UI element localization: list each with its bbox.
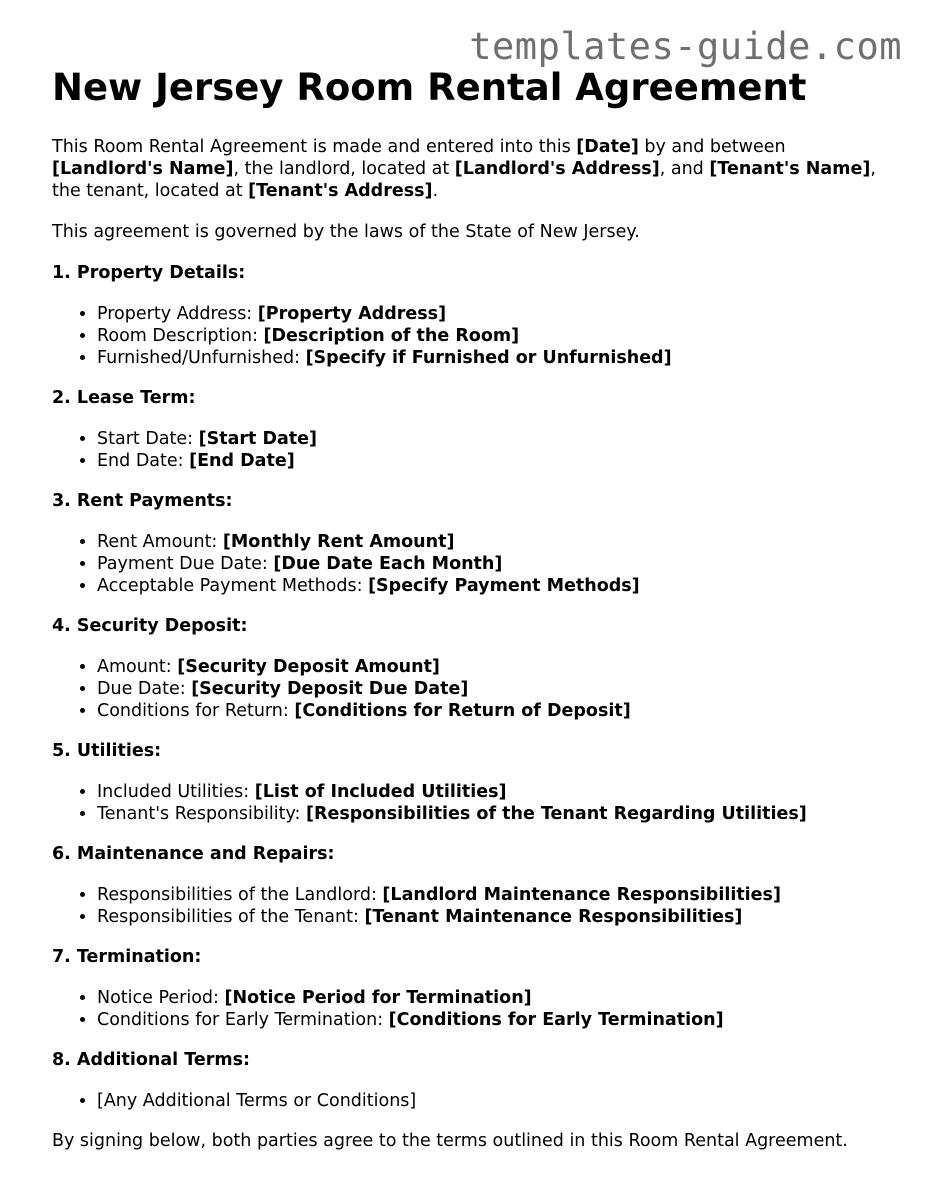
landlord-address-placeholder: [Landlord's Address] bbox=[454, 159, 660, 179]
item-placeholder-value: [List of Included Utilities] bbox=[254, 782, 507, 802]
item-placeholder-value: [Start Date] bbox=[198, 429, 318, 449]
section-heading: 1. Property Details: bbox=[52, 263, 246, 283]
item-label: Notice Period: bbox=[97, 988, 225, 1008]
item-label: Responsibilities of the Landlord: bbox=[97, 885, 383, 905]
section-list bbox=[52, 428, 902, 472]
section-heading: 6. Maintenance and Repairs: bbox=[52, 844, 335, 864]
section-list bbox=[52, 303, 902, 369]
item-label: Acceptable Payment Methods: bbox=[97, 576, 369, 596]
item-placeholder-value: [Security Deposit Due Date] bbox=[191, 679, 469, 699]
item-label: [Any Additional Terms or Conditions] bbox=[97, 1091, 417, 1111]
landlord-name-placeholder: [Landlord's Name] bbox=[52, 159, 234, 179]
date-placeholder: [Date] bbox=[576, 137, 639, 157]
list-item bbox=[97, 781, 902, 803]
intro-text: , the tenant, located at bbox=[52, 159, 876, 201]
section-heading: 5. Utilities: bbox=[52, 741, 162, 761]
section-heading: 2. Lease Term: bbox=[52, 388, 196, 408]
list-item bbox=[97, 987, 902, 1009]
intro-text: , and bbox=[659, 159, 710, 179]
section-list bbox=[52, 987, 902, 1031]
list-item bbox=[97, 450, 902, 472]
list-item bbox=[97, 553, 902, 575]
intro-text: by and between bbox=[638, 137, 786, 157]
section-list bbox=[52, 781, 902, 825]
item-placeholder-value: [End Date] bbox=[189, 451, 295, 471]
item-placeholder-value: [Responsibilities of the Tenant Regarding Utilities] bbox=[305, 804, 807, 824]
list-item bbox=[97, 303, 902, 325]
item-label: Responsibilities of the Tenant: bbox=[97, 907, 365, 927]
list-item bbox=[97, 531, 902, 553]
list-item bbox=[97, 347, 902, 369]
section-list bbox=[52, 531, 902, 597]
item-placeholder-value: [Description of the Room] bbox=[263, 326, 520, 346]
sections-container bbox=[52, 262, 902, 1112]
section-list bbox=[52, 656, 902, 722]
item-placeholder-value: [Due Date Each Month] bbox=[273, 554, 503, 574]
item-placeholder-value: [Conditions for Early Termination] bbox=[388, 1010, 724, 1030]
list-item bbox=[97, 1090, 902, 1112]
item-label: Payment Due Date: bbox=[97, 554, 274, 574]
list-item bbox=[97, 678, 902, 700]
document-page bbox=[52, 66, 902, 1171]
item-label: Conditions for Early Termination: bbox=[97, 1010, 389, 1030]
list-item bbox=[97, 428, 902, 450]
list-item bbox=[97, 803, 902, 825]
item-placeholder-value: [Security Deposit Amount] bbox=[177, 657, 440, 677]
item-placeholder-value: [Notice Period for Termination] bbox=[224, 988, 532, 1008]
item-placeholder-value: [Tenant Maintenance Responsibilities] bbox=[364, 907, 743, 927]
item-label: Tenant's Responsibility: bbox=[97, 804, 306, 824]
item-label: Rent Amount: bbox=[97, 532, 223, 552]
item-label: Property Address: bbox=[97, 304, 258, 324]
section-heading: 3. Rent Payments: bbox=[52, 491, 233, 511]
section-list bbox=[52, 884, 902, 928]
list-item bbox=[97, 575, 902, 597]
item-label: Included Utilities: bbox=[97, 782, 255, 802]
intro-text: This Room Rental Agreement is made and entered into this bbox=[52, 137, 577, 157]
list-item bbox=[97, 1009, 902, 1031]
item-label: Conditions for Return: bbox=[97, 701, 295, 721]
item-placeholder-value: [Monthly Rent Amount] bbox=[222, 532, 455, 552]
watermark: templates-guide.com bbox=[469, 25, 902, 68]
governing-law-paragraph: This agreement is governed by the laws of the State of New Jersey. bbox=[52, 222, 640, 242]
tenant-name-placeholder: [Tenant's Name] bbox=[709, 159, 871, 179]
intro-text: . bbox=[432, 181, 439, 201]
item-label: Due Date: bbox=[97, 679, 192, 699]
list-item bbox=[97, 325, 902, 347]
item-label: Start Date: bbox=[97, 429, 199, 449]
item-label: End Date: bbox=[97, 451, 190, 471]
list-item bbox=[97, 700, 902, 722]
item-label: Amount: bbox=[97, 657, 178, 677]
intro-paragraph bbox=[52, 136, 902, 202]
tenant-address-placeholder: [Tenant's Address] bbox=[248, 181, 433, 201]
section-heading: 4. Security Deposit: bbox=[52, 616, 248, 636]
list-item bbox=[97, 906, 902, 928]
item-placeholder-value: [Conditions for Return of Deposit] bbox=[294, 701, 631, 721]
item-placeholder-value: [Specify if Furnished or Unfurnished] bbox=[305, 348, 672, 368]
list-item bbox=[97, 884, 902, 906]
item-label: Room Description: bbox=[97, 326, 264, 346]
item-placeholder-value: [Landlord Maintenance Responsibilities] bbox=[382, 885, 781, 905]
closing-paragraph: By signing below, both parties agree to the terms outlined in this Room Rental Agreement. bbox=[52, 1131, 848, 1151]
intro-text: , the landlord, located at bbox=[233, 159, 455, 179]
section-heading: 8. Additional Terms: bbox=[52, 1050, 251, 1070]
item-label: Furnished/Unfurnished: bbox=[97, 348, 306, 368]
document-title: New Jersey Room Rental Agreement bbox=[52, 66, 807, 109]
item-placeholder-value: [Property Address] bbox=[257, 304, 447, 324]
section-list bbox=[52, 1090, 902, 1112]
list-item bbox=[97, 656, 902, 678]
item-placeholder-value: [Specify Payment Methods] bbox=[368, 576, 640, 596]
section-heading: 7. Termination: bbox=[52, 947, 202, 967]
